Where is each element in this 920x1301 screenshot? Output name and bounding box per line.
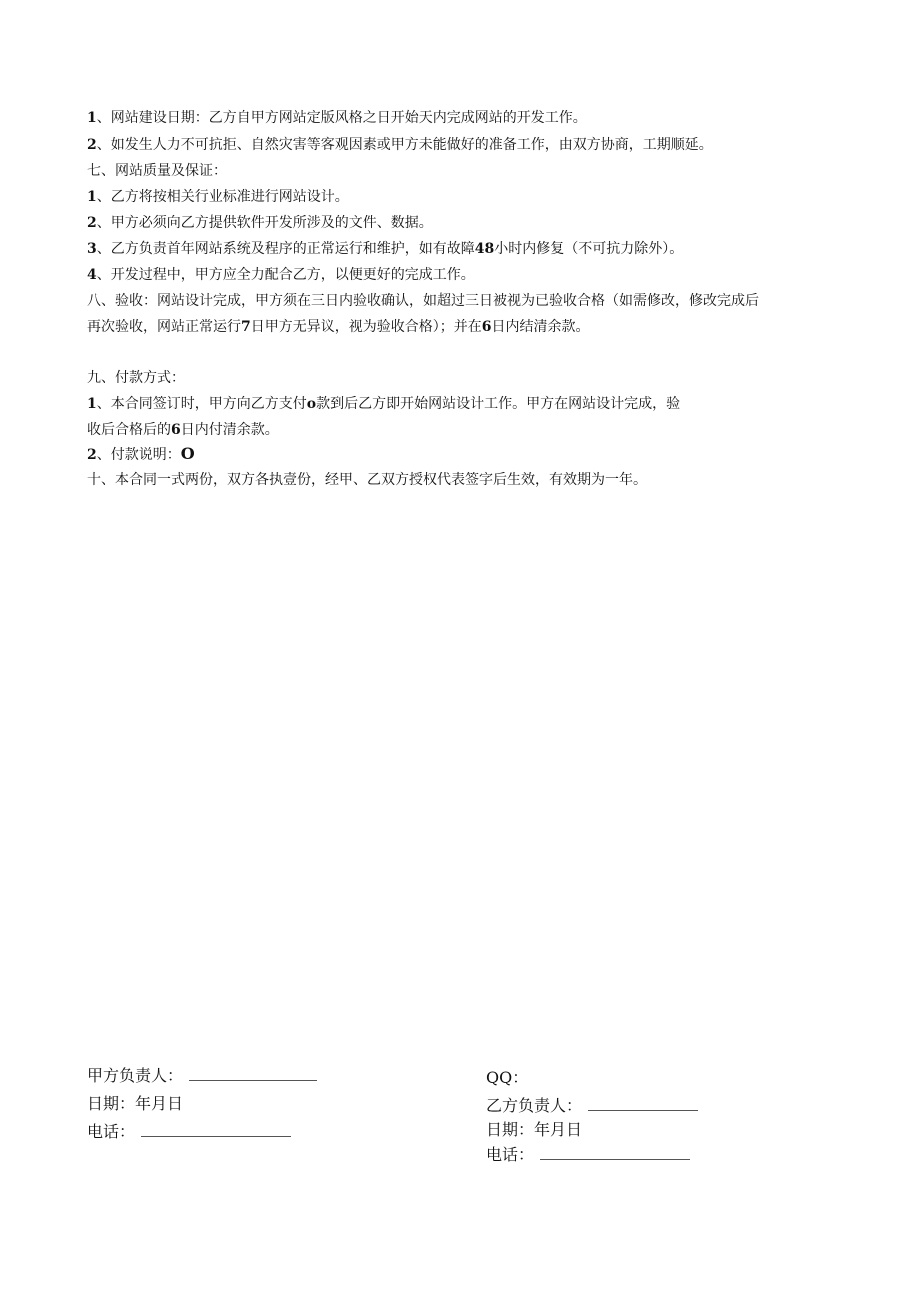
clause-quality-4	[87, 266, 475, 284]
payment-note-value: O	[180, 444, 195, 463]
party-a-rep-label: 甲方负责人：	[87, 1066, 184, 1085]
party-a-representative	[87, 1066, 317, 1086]
party-b-phone-blank[interactable]	[540, 1145, 690, 1160]
clause-payment-2	[87, 445, 195, 464]
party-b-rep-blank[interactable]	[588, 1096, 698, 1111]
clause-text: 、乙方将按相关行业标准进行网站设计。	[96, 189, 349, 205]
clause-number: 4	[87, 267, 97, 283]
repair-hours: 48	[474, 241, 495, 257]
clause-build-date	[87, 109, 587, 127]
clause-text: 、开发过程中，甲方应全力配合乙方，以便更好的完成工作。	[96, 267, 475, 283]
party-b-rep-label: 乙方负责人：	[486, 1096, 583, 1115]
clause-number: 3	[87, 241, 97, 257]
section-heading-payment: 九、付款方式：	[87, 370, 185, 386]
party-b-phone	[486, 1145, 690, 1165]
clause-force-majeure	[87, 136, 713, 154]
party-a-date: 日期：年月日	[87, 1094, 184, 1113]
clause-number: 1	[87, 189, 97, 205]
party-b-representative	[486, 1096, 698, 1116]
clause-number: 2	[87, 447, 97, 463]
clause-text: 款到后乙方即开始网站设计工作。甲方在网站设计完成，验	[316, 396, 681, 412]
clause-text: 、本合同签订时，甲方向乙方支付	[96, 396, 307, 412]
clause-text: ：网站设计完成，甲方须在三日内验收确认，如超过三日被视为已验收合格（如需修改，修改完成后	[143, 293, 759, 309]
clause-text: 日甲方无异议，视为验收合格）；并在	[250, 319, 482, 335]
party-a-phone-blank[interactable]	[141, 1122, 291, 1137]
clause-text: 收后合格后的	[87, 422, 171, 438]
clause-text: 日内付清余款。	[180, 422, 279, 438]
acceptance-days: 7	[241, 319, 251, 335]
party-a-phone	[87, 1122, 291, 1142]
clause-quality-3	[87, 240, 683, 258]
party-b-date: 日期：年月日	[486, 1120, 583, 1139]
clause-quality-2	[87, 214, 433, 232]
clause-text: 、如发生人力不可抗拒、自然灾害等客观因素或甲方未能做好的准备工作，由双方协商，工期顺延。	[96, 137, 713, 153]
section-acceptance-cont	[87, 318, 590, 336]
settle-days: 6	[481, 319, 492, 335]
clause-text: 、付款说明：	[96, 447, 181, 463]
clause-text: 再次验收，网站正常运行	[87, 319, 241, 335]
clause-text: 日内结清余款。	[491, 319, 590, 335]
clause-number: 2	[87, 215, 97, 231]
clause-number: 1	[87, 110, 97, 126]
party-a-phone-label: 电话：	[87, 1122, 136, 1141]
payment-amount: o	[306, 396, 317, 412]
clause-text: 、网站建设日期：乙方自甲方网站定版风格之日开始天内完成网站的开发工作。	[96, 110, 587, 126]
clause-number: 2	[87, 137, 97, 153]
clause-text: 、乙方负责首年网站系统及程序的正常运行和维护，如有故障	[96, 241, 475, 257]
clause-quality-1	[87, 188, 349, 206]
clause-number: 1	[87, 396, 97, 412]
clause-payment-1	[87, 395, 680, 413]
section-heading-quality: 七、网站质量及保证：	[87, 163, 227, 179]
clause-payment-1-cont	[87, 421, 279, 439]
section-validity: 十、本合同一式两份，双方各执壹份，经甲、乙双方授权代表签字后生效，有效期为一年。	[87, 472, 647, 488]
clause-text: 小时内修复（不可抗力除外）。	[494, 241, 684, 257]
clause-text: 、甲方必须向乙方提供软件开发所涉及的文件、数据。	[96, 215, 433, 231]
section-heading-acceptance: 八、验收	[87, 293, 143, 309]
section-acceptance	[87, 292, 759, 310]
party-b-phone-label: 电话：	[486, 1145, 535, 1164]
party-a-rep-blank[interactable]	[189, 1066, 317, 1081]
payment-days: 6	[171, 422, 181, 438]
party-b-qq: QQ：	[486, 1068, 529, 1087]
